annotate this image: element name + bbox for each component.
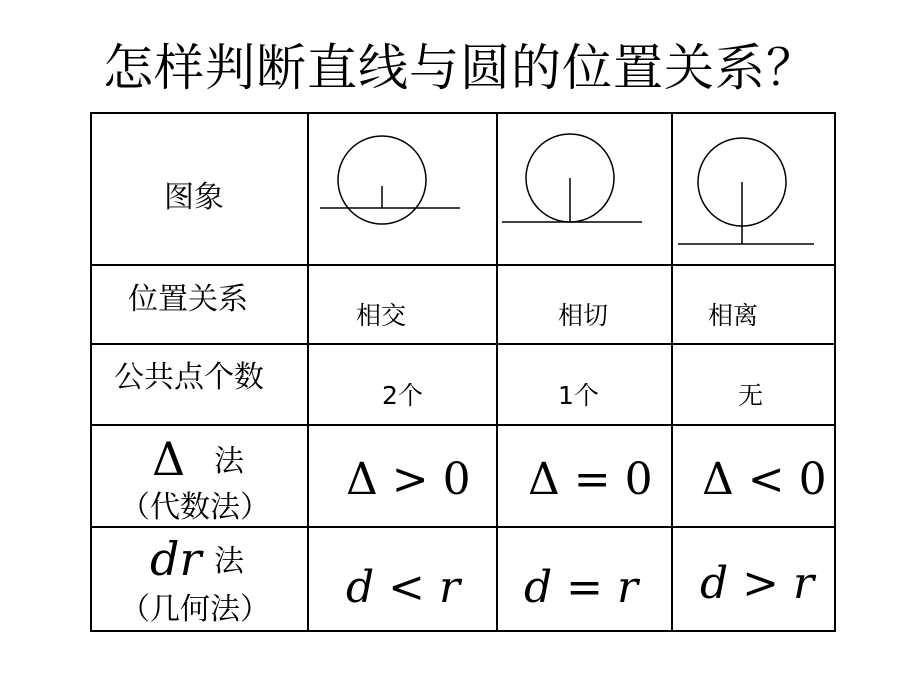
points-separate: 无: [738, 381, 764, 410]
points-intersect: 2个: [382, 381, 423, 410]
delta-tangent: Δ = 0: [528, 454, 653, 505]
delta-method-sub: （代数法）: [120, 490, 270, 525]
dr-tangent: [524, 562, 638, 613]
points-tangent: 1个: [558, 381, 599, 410]
dr-left: d: [346, 562, 375, 613]
row-label-image: 图象: [164, 180, 224, 215]
delta-intersect: Δ > 0: [346, 454, 471, 505]
row-divider: [92, 424, 834, 426]
row-label-position: 位置关系: [128, 282, 248, 317]
dr-op: <: [374, 562, 440, 613]
dr-method-suffix: 法: [214, 544, 244, 579]
col-divider: [496, 114, 498, 630]
separate-figure: [678, 132, 818, 252]
dr-separate: [700, 558, 814, 609]
row-label-common-points: 公共点个数: [114, 360, 264, 395]
col-divider: [307, 114, 309, 630]
row-divider: [92, 526, 834, 528]
position-separate: 相离: [708, 301, 759, 330]
col-divider: [671, 114, 673, 630]
delta-symbol: Δ: [152, 432, 186, 486]
page-title: 怎样判断直线与圆的位置关系？: [103, 39, 817, 97]
dr-method-sub: （几何法）: [120, 592, 270, 627]
dr-left: d: [700, 558, 729, 609]
dr-right: r: [617, 562, 639, 613]
dr-right: r: [439, 562, 461, 613]
dr-left: d: [524, 562, 553, 613]
dr-symbol: dr: [150, 532, 202, 586]
delta-separate: Δ < 0: [702, 454, 827, 505]
row-divider: [92, 264, 834, 266]
delta-method-suffix: 法: [214, 444, 244, 479]
dr-op: =: [552, 562, 618, 613]
row-divider: [92, 343, 834, 345]
dr-intersect: [346, 562, 460, 613]
dr-op: >: [728, 558, 794, 609]
comparison-table: [90, 112, 836, 632]
position-tangent: 相切: [558, 301, 609, 330]
tangent-figure: [502, 132, 642, 232]
circle: [338, 136, 426, 224]
intersect-figure: [320, 132, 460, 232]
position-intersect: 相交: [356, 301, 407, 330]
dr-right: r: [793, 558, 815, 609]
